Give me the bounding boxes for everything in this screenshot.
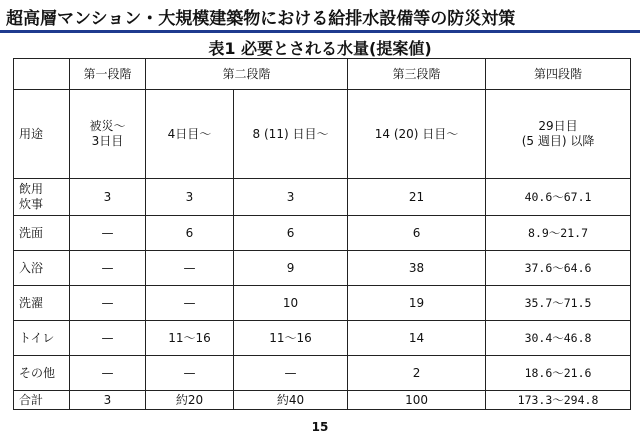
table-row — [14, 179, 631, 216]
table-row — [14, 251, 631, 286]
value-cell: 6 — [348, 216, 486, 251]
value-cell: — — [70, 251, 146, 286]
value-cell: 10 — [234, 286, 348, 321]
value-cell: 6 — [146, 216, 234, 251]
row-label: トイレ — [14, 321, 70, 356]
value-cell: — — [70, 321, 146, 356]
period-header: 8 (11) 日目〜 — [234, 90, 348, 179]
usage-column-header: 用途 — [14, 90, 70, 179]
page-number: 15 — [311, 420, 329, 434]
phase-header: 第三段階 — [348, 59, 486, 90]
phase-header: 第四段階 — [486, 59, 631, 90]
value-cell: 2 — [348, 356, 486, 391]
value-cell: 6 — [234, 216, 348, 251]
table-row — [14, 356, 631, 391]
value-cell: — — [70, 286, 146, 321]
value-cell: 9 — [234, 251, 348, 286]
row-label: 合計 — [14, 391, 70, 410]
phase-header-row — [14, 59, 631, 90]
value-cell: — — [146, 356, 234, 391]
value-cell: — — [234, 356, 348, 391]
row-label: 洗面 — [14, 216, 70, 251]
value-cell: 18.6〜21.6 — [486, 356, 631, 391]
value-cell: 19 — [348, 286, 486, 321]
value-cell: 35.7〜71.5 — [486, 286, 631, 321]
value-cell: 8.9〜21.7 — [486, 216, 631, 251]
value-cell: 約40 — [234, 391, 348, 410]
value-cell: — — [146, 286, 234, 321]
value-cell: — — [70, 216, 146, 251]
phase-header: 第二段階 — [146, 59, 348, 90]
row-label: その他 — [14, 356, 70, 391]
slide-title: 超高層マンション・大規模建築物における給排水設備等の防災対策 — [6, 9, 516, 29]
value-cell: 21 — [348, 179, 486, 216]
row-label: 飲用 炊事 — [14, 179, 70, 216]
value-cell: 40.6〜67.1 — [486, 179, 631, 216]
table-row — [14, 216, 631, 251]
value-cell: 14 — [348, 321, 486, 356]
water-volume-table — [13, 58, 631, 410]
phase-header: 第一段階 — [70, 59, 146, 90]
value-cell: 3 — [146, 179, 234, 216]
period-header: 4日目〜 — [146, 90, 234, 179]
table-body — [14, 179, 631, 410]
value-cell: 100 — [348, 391, 486, 410]
row-label: 洗濯 — [14, 286, 70, 321]
row-label: 入浴 — [14, 251, 70, 286]
value-cell: 38 — [348, 251, 486, 286]
table-caption: 表1 必要とされる水量(提案値) — [208, 39, 432, 58]
period-header-row — [14, 90, 631, 179]
value-cell: 30.4〜46.8 — [486, 321, 631, 356]
value-cell: 約20 — [146, 391, 234, 410]
period-header: 被災〜 3日目 — [70, 90, 146, 179]
value-cell: — — [146, 251, 234, 286]
value-cell: 3 — [234, 179, 348, 216]
table-row — [14, 321, 631, 356]
period-header: 29日目 (5 週目) 以降 — [486, 90, 631, 179]
value-cell: 3 — [70, 391, 146, 410]
header-corner — [14, 59, 70, 90]
value-cell: — — [70, 356, 146, 391]
table-row — [14, 391, 631, 410]
value-cell: 11〜16 — [234, 321, 348, 356]
title-divider — [0, 30, 640, 33]
value-cell: 173.3〜294.8 — [486, 391, 631, 410]
table-row — [14, 286, 631, 321]
value-cell: 11〜16 — [146, 321, 234, 356]
value-cell: 3 — [70, 179, 146, 216]
period-header: 14 (20) 日目〜 — [348, 90, 486, 179]
value-cell: 37.6〜64.6 — [486, 251, 631, 286]
